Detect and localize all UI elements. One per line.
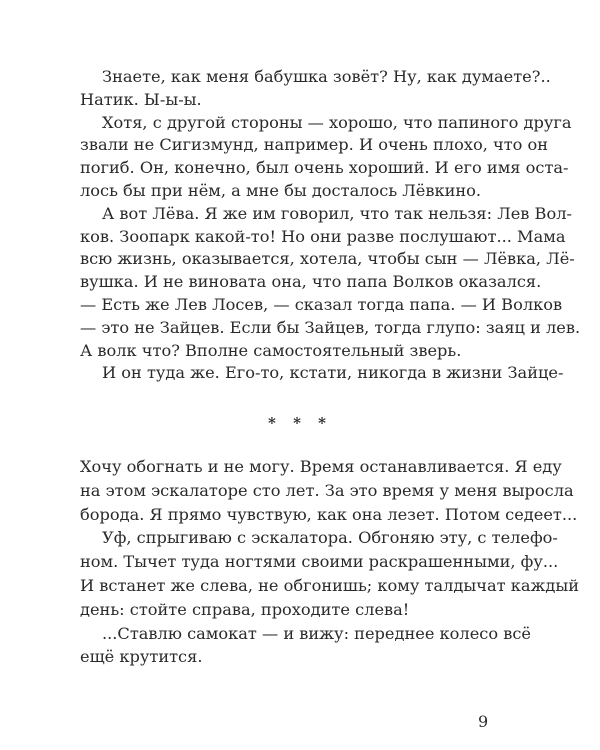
text-line: вушка. И не виновата она, что папа Волков оказался.	[80, 272, 542, 292]
text-line: погиб. Он, конечно, был очень хороший. И его имя оста-	[80, 158, 569, 178]
text-line: ном. Тычет туда ногтями своими раскрашенными, фу...	[80, 552, 559, 572]
page-number: 9	[478, 712, 489, 731]
text-line: ...Ставлю самокат — и вижу: переднее колесо всё	[102, 623, 531, 643]
text-line: — Есть же Лев Лосев, — сказал тогда папа. — И Волков	[80, 295, 563, 314]
text-line: Знаете, как меня бабушка зовёт? Ну, как думаете?..	[102, 67, 551, 86]
text-line: звали не Сигизмунд, например. И очень плохо, что он	[80, 135, 549, 155]
text-line: борода. Я прямо чувствую, как она лезет. Потом седеет...	[80, 504, 578, 524]
text-line: А волк что? Вполне самостоятельный зверь.	[80, 340, 462, 360]
text-line: И он туда же. Его-то, кстати, никогда в жизни Зайце-	[102, 363, 564, 383]
text-line: всю жизнь, оказывается, хотела, чтобы сын — Лёвка, Лё-	[80, 249, 575, 269]
text-line: на этом эскалаторе сто лет. За это время у меня выросла	[80, 480, 574, 500]
section-divider: * * *	[268, 414, 332, 432]
text-line: А вот Лёва. Я же им говорил, что так нельзя: Лев Вол-	[102, 203, 572, 223]
text-line: Хочу обогнать и не могу. Время останавливается. Я еду	[80, 457, 562, 476]
text-line: лось бы при нём, а мне бы досталось Лёвкино.	[80, 181, 482, 200]
text-line: Хотя, с другой стороны — хорошо, что папиного друга	[102, 112, 572, 132]
text-line: ещё крутится.	[80, 647, 203, 667]
text-line: Натик. Ы-ы-ы.	[80, 89, 202, 109]
text-line: — это не Зайцев. Если бы Зайцев, тогда глупо: заяц и лев.	[80, 317, 581, 337]
text-line: И встанет же слева, не обгонишь; кому талдычат каждый	[80, 576, 580, 595]
text-line: Уф, спрыгиваю с эскалатора. Обгоняю эту, с телефо-	[102, 528, 558, 548]
text-line: ков. Зоопарк какой-то! Но они разве послушают... Мама	[80, 226, 566, 246]
text-line: день: стойте справа, проходите слева!	[80, 599, 410, 619]
